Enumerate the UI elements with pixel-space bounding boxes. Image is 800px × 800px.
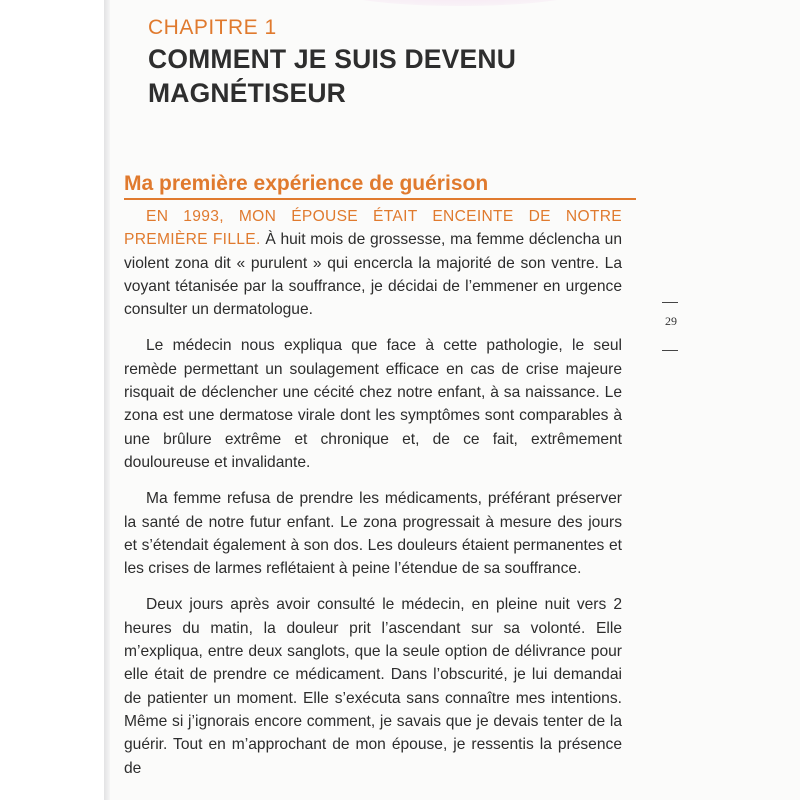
chapter-title [148,42,516,110]
paragraph-2: Le médecin nous expliqua que face à cette pathologie, le seul remède permettant un soulagement efficace en cas de crise majeure risquait de déclencher une cécité chez notre enfant, à sa naissance. Le zona est une dermatose virale dont les symptômes sont comparables à une brûlure extrême et chronique et, de ce fait, extrêmement douloureuse et invalidante. [124,337,622,471]
book-gutter-shadow [104,0,110,800]
body-text [124,205,622,793]
section-underline [124,198,636,200]
paragraph-1-text: À huit mois de grossesse, ma femme déclencha un violent zona dit « purulent » qui encercla la majorité de son ventre. La voyant tétanisée par la souffrance, je décidai de l’emmener en urgence consulter un dermatologue. [124,231,623,319]
chapter-label: CHAPITRE 1 [148,16,277,39]
section-heading: Ma première expérience de guérison [124,172,489,195]
page-margin-left [0,0,104,800]
page-number: 29 [665,314,677,328]
chapter-title-line-2: MAGNÉTISEUR [148,78,347,108]
folio-dash-top [662,302,678,303]
paragraph-4: Deux jours après avoir consulté le médecin, en pleine nuit vers 2 heures du matin, la douleur prit l’ascendant sur sa volonté. Elle m’expliqua, entre deux sanglots, que la seule option de délivrance pour elle était de prendre ce médicament. Dans l’obscurité, je lui demandai de patienter un moment. Elle s’exécuta sans connaître mes intentions. Même si j’ignorais encore comment, je savais que je devais tenter de la guérir. Tout en m’approchant de mon épouse, je ressentis la présence de [124,596,622,777]
chapter-title-line-1: COMMENT JE SUIS DEVENU [148,44,517,74]
paragraph-1 [124,205,622,321]
top-edge-smudge [330,0,590,6]
paragraph-1-lead-in: EN 1993, MON ÉPOUSE ÉTAIT ENCEINTE DE NOTRE PREMIÈRE FILLE. [124,208,622,249]
paragraph-3: Ma femme refusa de prendre les médicaments, préférant préserver la santé de notre futur enfant. Le zona progressait à mesure des jours et s’étendait également à son dos. Les douleurs étaient permanentes et les crises de larmes reflétaient à peine l’étendue de sa souffrance. [124,490,622,578]
folio-dash-bottom [662,350,678,351]
